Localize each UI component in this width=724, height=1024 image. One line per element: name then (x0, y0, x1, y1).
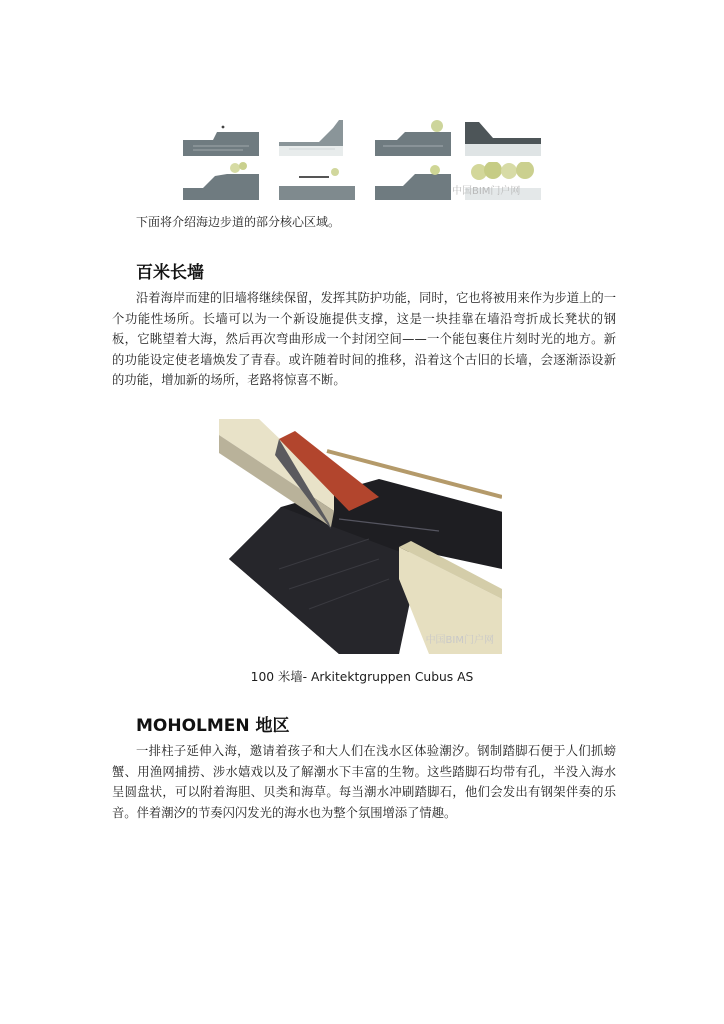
section-diagram (375, 162, 451, 200)
watermark: 中国BIM门户网 (452, 186, 521, 197)
section-diagram (279, 118, 355, 156)
photo-caption: 100 米墙- Arkitektgruppen Cubus AS (250, 670, 474, 684)
intro-caption: 下面将介绍海边步道的部分核心区域。 (136, 215, 341, 229)
section-diagram (465, 118, 541, 156)
section-diagram (183, 162, 259, 200)
heading-moholmen: MOHOLMEN 地区 (136, 716, 290, 736)
photo-watermark: 中国BIM门户网 (425, 635, 494, 646)
section-diagram (279, 162, 355, 200)
paragraph-moholmen: 一排柱子延伸入海，邀请着孩子和大人们在浅水区体验潮汐。钢制踏脚石便于人们抓螃蟹、用渔网捕捞、涉水嬉戏以及了解潮水下丰富的生物。这些踏脚石均带有孔，半没入海水呈圆盘状，可以附着海胆、贝类和海草。每当潮水冲刷踏脚石，他们会发出有钢架伴奏的乐音。伴着潮汐的节奏闪闪发光的海水也为整个氛围增添了情趣。 (112, 744, 616, 820)
heading-wall: 百米长墙 (136, 263, 204, 283)
paragraph-wall: 沿着海岸而建的旧墙将继续保留，发挥其防护功能，同时，它也将被用来作为步道上的一个功能性场所。长墙可以为一个新设施提供支撑，这是一块挂靠在墙沿弯折成长凳状的钢板，它眺望着大海，然后再次弯曲形成一个封闭空间——一个能包裹住片刻时光的地方。新的功能设定使老墙焕发了青春。或许随着时间的推移，沿着这个古旧的长墙，会逐渐添设新的功能，增加新的场所，老路将惊喜不断。 (112, 291, 616, 387)
section-diagram (183, 118, 259, 156)
wall-photo (219, 419, 502, 654)
section-diagram (375, 118, 451, 156)
